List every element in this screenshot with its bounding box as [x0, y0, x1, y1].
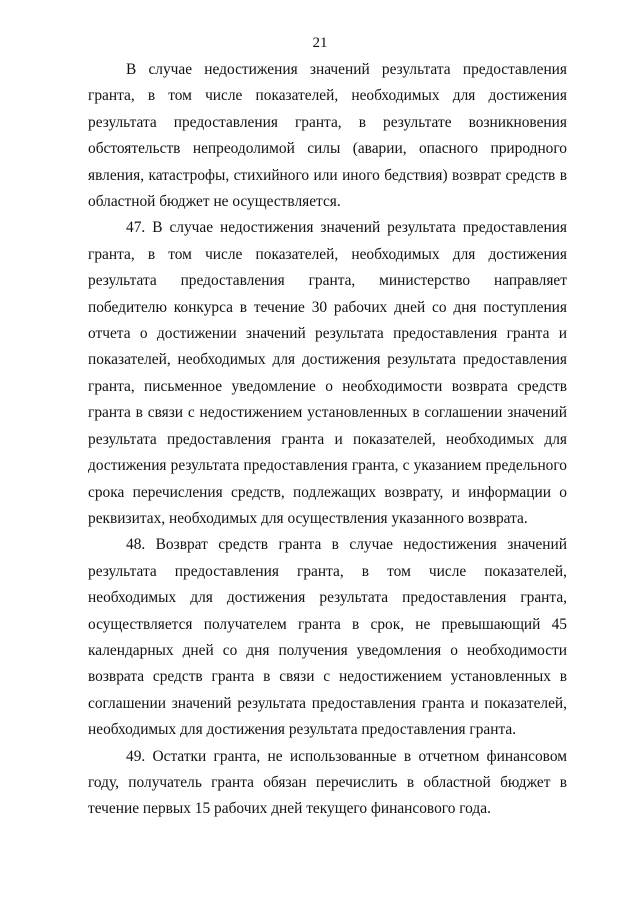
paragraph-force-majeure: В случае недостижения значений результата предоставления гранта, в том числе показателей, необходимых для достижения результата предоставления гранта, в результате возникновения обстоятельств непреодолимой силы (аварии, опасного природного явления, катастрофы, стихийного или иного бедствия) возврат средств в областной бюджет не осуществляется. [88, 61, 567, 211]
page-number: 21 [312, 35, 328, 51]
document-body [88, 57, 567, 823]
paragraph-48: 48. Возврат средств гранта в случае недостижения значений результата предоставления гранта, в том числе показателей, необходимых для достижения результата предоставления гранта, осуществляется получателем гранта в срок, не превышающий 45 календарных дней со дня получения уведомления о необходимости возврата средств гранта в связи с недостижением установленных в соглашении значений результата предоставления гранта и показателей, необходимых для достижения результата предоставления гранта. [88, 536, 567, 739]
paragraph-47: 47. В случае недостижения значений результата предоставления гранта, в том числе показателей, необходимых для достижения результата предоставления гранта, министерство направляет победителю конкурса в течение 30 рабочих дней со дня поступления отчета о достижении значений результата предоставления гранта и показателей, необходимых для достижения результата предоставления гранта, письменное уведомление о необходимости возврата средств гранта в связи с недостижением установленных в соглашении значений результата предоставления гранта и показателей, необходимых для достижения результата предоставления гранта, с указанием предельного срока перечисления средств, подлежащих возврату, и информации о реквизитах, необходимых для осуществления указанного возврата. [88, 219, 567, 527]
paragraph-49: 49. Остатки гранта, не использованные в отчетном финансовом году, получатель гранта обязан перечислить в областной бюджет в течение первых 15 рабочих дней текущего финансового года. [88, 747, 567, 818]
